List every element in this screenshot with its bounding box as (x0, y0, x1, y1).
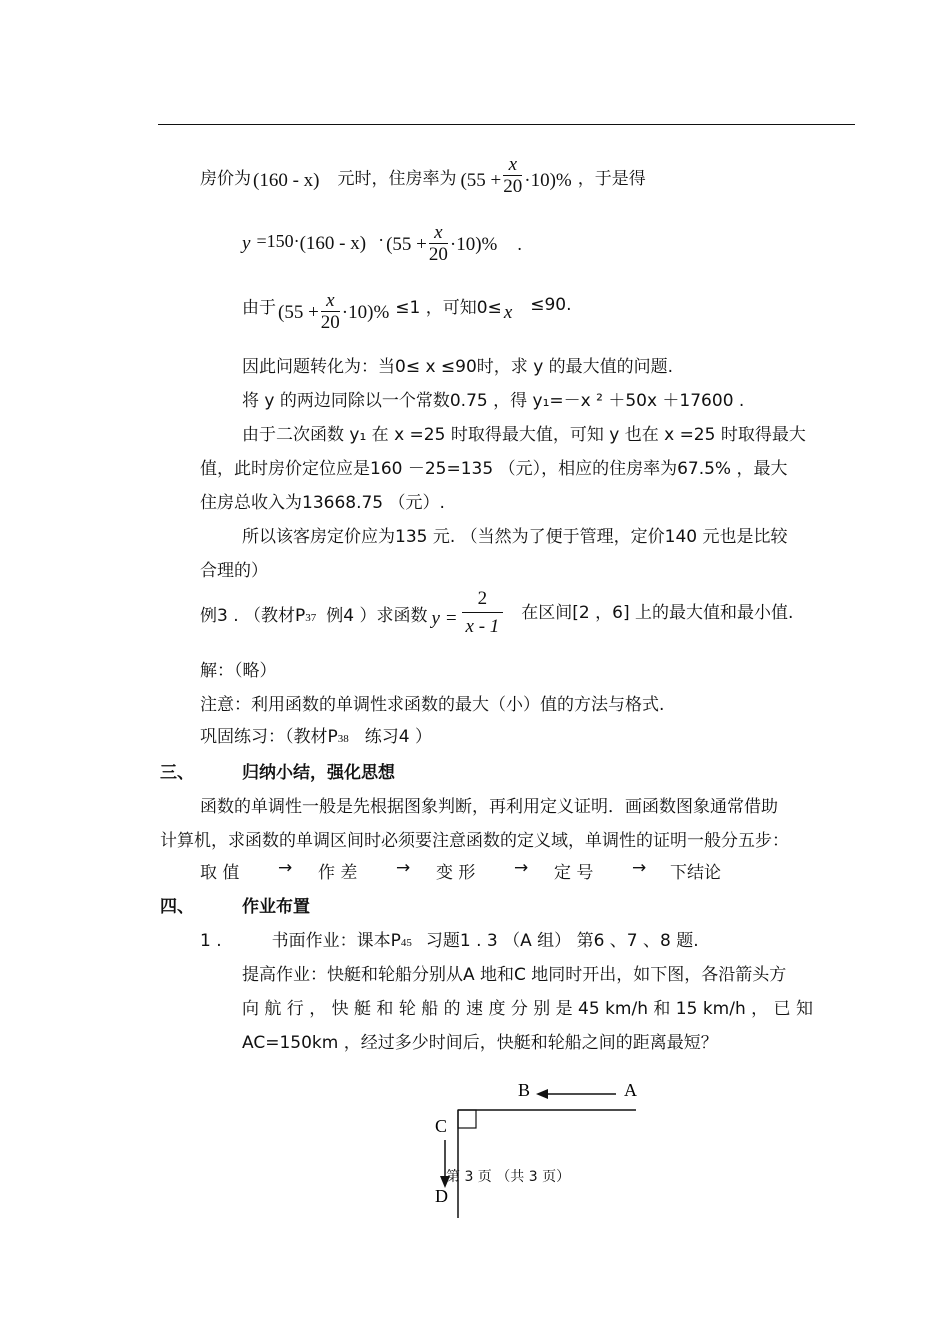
line2-end: . (517, 233, 522, 254)
line1-expr2b: ·10)% (524, 170, 572, 191)
example-3 (200, 585, 793, 641)
step-arrow-3: → (514, 858, 529, 878)
line3-mid: ≤1 ，可知0≤ (395, 297, 502, 318)
label-d: D (435, 1186, 448, 1206)
practice-prefix: 巩固练习：（教材P (200, 727, 338, 747)
line2-fraction (429, 223, 448, 266)
example3-prefix: 例3 . （教材P (200, 605, 306, 626)
line3-expr-a: (55 + (278, 302, 319, 323)
summary-line-2: 计算机，求函数的单调区间时必须要注意函数的定义域，单调性的证明一般分五步： (160, 831, 789, 851)
step-4: 定 号 (554, 863, 594, 883)
step-3: 变 形 (436, 863, 476, 883)
line-5: 将 y 的两边同除以一个常数0.75 ，得 y₁=－x ² ＋50x ＋17600 . (242, 391, 745, 411)
example3-sub: 37 (305, 612, 317, 624)
line2-eq: =150· (256, 230, 300, 251)
line1-fraction (503, 155, 522, 198)
label-c: C (435, 1116, 448, 1136)
solution: 解：（略） (200, 661, 277, 681)
line2-lhs: y (242, 233, 251, 254)
line2-expr2a: (55 + (386, 234, 427, 255)
hw2-line-3: AC=150km ，经过多少时间后，快艇和轮船之间的距离最短？ (242, 1033, 718, 1053)
line2-dot: · (378, 229, 385, 250)
hw1-sub: 45 (400, 937, 412, 949)
practice (200, 722, 432, 747)
fraction-denominator: x - 1 (462, 612, 504, 641)
para2-line-2: 合理的） (200, 561, 268, 581)
line3-end: ≤90. (530, 295, 572, 315)
step-arrow-4: → (632, 858, 647, 878)
arrow-b-head (536, 1089, 548, 1099)
hw2-line-2: 向 航 行 ， 快 艇 和 轮 船 的 速 度 分 别 是 45 km/h 和 15 km/h ， 已 知 (242, 999, 813, 1019)
homework-1 (200, 926, 699, 951)
example3-lhs: y = (431, 608, 458, 629)
section3-title: 归纳小结，强化思想 (242, 763, 395, 783)
fraction-denominator: 20 (503, 175, 523, 197)
page-footer: 第 3 页 （共 3 页） (446, 1169, 571, 1185)
line1-expr2a: (55 + (460, 170, 502, 191)
practice-suffix: 练习4 ） (364, 727, 432, 747)
line2-expr1: (160 - x) (299, 233, 367, 254)
practice-sub: 38 (337, 733, 349, 745)
step-2: 作 差 (318, 863, 358, 883)
section3-number: 三、 (160, 763, 194, 783)
fraction-numerator: x (434, 221, 443, 243)
line-3 (242, 286, 572, 338)
header-rule (158, 124, 855, 125)
section4-title: 作业布置 (242, 897, 310, 917)
line1-prefix: 房价为 (200, 168, 251, 189)
fraction-numerator: x (508, 153, 517, 175)
line3-expr-b: ·10)% (341, 302, 390, 323)
example3-suffix: 在区间[2 ，6] 上的最大值和最小值. (521, 602, 794, 623)
line3-fraction (321, 291, 340, 334)
label-a: A (624, 1080, 637, 1100)
step-1: 取 值 (200, 863, 240, 883)
line-1 (200, 150, 646, 202)
line2-expr2b: ·10)% (449, 234, 498, 255)
para1-line-2: 值，此时房价定位应是160 －25=135 （元），相应的住房率为67.5% ，最大 (200, 459, 788, 479)
line1-suffix: ，于是得 (577, 168, 646, 189)
label-b: B (518, 1080, 531, 1100)
para1-line-1: 由于二次函数 y₁ 在 x =25 时取得最大值，可知 y 也在 x =25 时取得最大 (242, 425, 806, 445)
fraction-numerator: 2 (477, 587, 488, 609)
hw2-line-1: 提高作业：快艇和轮船分别从A 地和C 地同时开出，如下图，各沿箭头方 (242, 965, 787, 985)
fraction-denominator: 20 (428, 243, 448, 265)
line3-prefix: 由于 (242, 297, 276, 318)
example3-fraction (462, 586, 504, 641)
line1-mid: 元时，住房率为 (337, 168, 457, 189)
right-angle-marker (458, 1110, 476, 1128)
fraction-numerator: x (326, 289, 335, 311)
boat-diagram (420, 1070, 660, 1230)
step-5: 下结论 (670, 863, 721, 883)
line-4: 因此问题转化为：当0≤ x ≤90时，求 y 的最大值的问题. (242, 357, 674, 377)
summary-line-1: 函数的单调性一般是先根据图象判断，再利用定义证明．画函数图象通常借助 (200, 797, 778, 817)
line-2 (242, 218, 522, 270)
step-arrow-2: → (396, 858, 411, 878)
para1-line-3: 住房总收入为13668.75 （元）. (200, 493, 445, 513)
example3-mid: 例4 ）求函数 (326, 605, 428, 626)
section4-number: 四、 (160, 897, 194, 917)
hw1-number: 1 . (200, 931, 222, 951)
hw1-text-a: 书面作业：课本P (271, 931, 401, 951)
note: 注意：利用函数的单调性求函数的最大（小）值的方法与格式. (200, 695, 665, 715)
fraction-denominator: 20 (320, 311, 340, 333)
step-arrow-1: → (278, 858, 293, 878)
line1-expr1: (160 - x) (253, 170, 320, 191)
para2-line-1: 所以该客房定价应为135 元. （当然为了便于管理，定价140 元也是比较 (242, 527, 788, 547)
hw1-text-b: 习题1 . 3 （A 组） 第6 、7 、8 题. (425, 931, 699, 951)
line3-var: x (503, 302, 513, 323)
